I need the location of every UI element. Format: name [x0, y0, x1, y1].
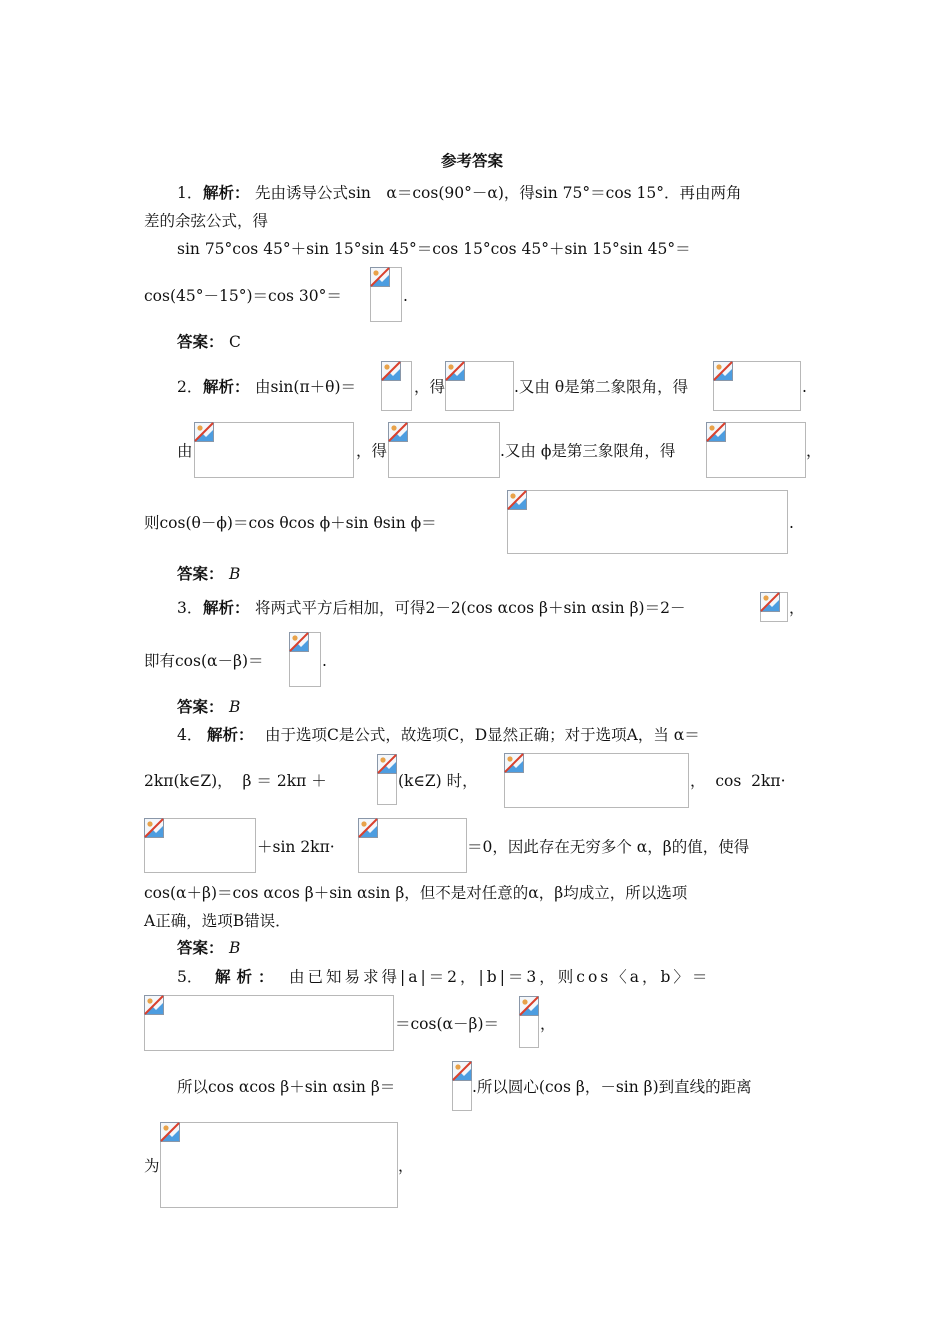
formula-image	[504, 753, 689, 808]
broken-image-icon	[507, 490, 527, 510]
q3-answer-label: 答案：	[177, 697, 224, 716]
q4-l2-c: ， cos 2kπ·	[690, 772, 786, 790]
q1-answer: C	[229, 333, 241, 351]
broken-image-icon	[377, 754, 397, 774]
formula-image	[706, 422, 806, 478]
formula-image	[713, 361, 801, 411]
q2-l1-c: .又由 θ是第二象限角，得	[514, 378, 689, 396]
q3-analysis-label: 解析：	[203, 598, 250, 617]
formula-image	[519, 996, 539, 1048]
q5-number: 5．	[177, 968, 203, 986]
broken-image-icon	[370, 267, 390, 287]
q5-l3: 所以cos αcos β＋sin αsin β＝	[177, 1078, 396, 1096]
broken-image-icon	[358, 818, 378, 838]
q5-l2-end: ，	[540, 1015, 556, 1033]
formula-image	[358, 818, 467, 873]
q3-number: 3．	[177, 599, 203, 617]
formula-image	[507, 490, 788, 554]
q5-l1: 由已知易求得|a|＝2，|b|＝3，则cos〈a，b〉＝	[289, 968, 711, 986]
q4-l2-a: 2kπ(k∈Z)， β ＝ 2kπ ＋	[144, 772, 327, 790]
formula-image	[144, 995, 394, 1051]
broken-image-icon	[445, 361, 465, 381]
broken-image-icon	[388, 422, 408, 442]
q2-l1-d: .	[802, 378, 807, 396]
q3-l2: 即有cos(α－β)＝	[144, 652, 264, 670]
q2-answer: B	[229, 565, 241, 583]
q2-l3-b: .	[789, 514, 794, 532]
q3-l1: 将两式平方后相加，可得2－2(cos αcos β＋sin αsin β)＝2－	[255, 599, 686, 617]
q2-l1-b: ，得	[414, 378, 446, 396]
q2-number: 2．	[177, 378, 203, 396]
q2-analysis-label: 解析：	[203, 377, 250, 396]
q1-analysis-label: 解析：	[203, 183, 250, 202]
q1-line4: cos(45°－15°)＝cos 30°＝	[144, 287, 342, 305]
formula-image	[452, 1061, 472, 1111]
q4-l5: A正确，选项B错误．	[144, 912, 291, 930]
q5-l4: 为	[144, 1157, 160, 1175]
q2-l3-a: 则cos(θ－ϕ)＝cos θcos ϕ＋sin θsin ϕ＝	[144, 514, 437, 532]
formula-image	[381, 361, 412, 411]
q1-line1: 先由诱导公式sin α＝cos(90°－α)，得sin 75°＝cos 15°．再由两角	[255, 184, 742, 202]
broken-image-icon	[706, 422, 726, 442]
formula-image	[388, 422, 500, 478]
q1-number: 1．	[177, 184, 203, 202]
formula-image	[445, 361, 514, 411]
q4-l2-b: (k∈Z) 时，	[398, 772, 478, 790]
broken-image-icon	[760, 592, 780, 612]
broken-image-icon	[144, 818, 164, 838]
q2-l2-c: .又由 ϕ是第三象限角，得	[500, 442, 676, 460]
q4-l3-b: ＝0，因此存在无穷多个 α，β的值，使得	[467, 838, 750, 856]
formula-image	[377, 754, 397, 805]
q4-l1: 由于选项C是公式，故选项C，D显然正确；对于选项A，当 α＝	[265, 726, 700, 744]
q1-line3: sin 75°cos 45°＋sin 15°sin 45°＝cos 15°cos 45°＋sin 15°sin 45°＝	[177, 240, 691, 258]
q1-answer-label: 答案：	[177, 332, 224, 351]
q4-number: 4．	[177, 726, 203, 744]
q2-l2-a: 由	[177, 442, 193, 460]
q1-line2: 差的余弦公式，得	[144, 212, 269, 230]
q4-answer: B	[229, 939, 241, 957]
q4-l3-a: ＋sin 2kπ·	[257, 838, 335, 856]
formula-image	[370, 267, 402, 322]
formula-image	[194, 422, 354, 478]
formula-image	[289, 632, 321, 687]
broken-image-icon	[452, 1061, 472, 1081]
page-title: 参考答案	[441, 151, 504, 170]
broken-image-icon	[519, 996, 539, 1016]
formula-image	[760, 592, 788, 622]
broken-image-icon	[713, 361, 733, 381]
broken-image-icon	[504, 753, 524, 773]
q5-l2: ＝cos(α－β)＝	[395, 1015, 499, 1033]
q5-l4-end: ，	[398, 1157, 414, 1175]
formula-image	[144, 818, 256, 873]
q5-l3-b: .所以圆心(cos β，－sin β)到直线的距离	[472, 1078, 752, 1096]
broken-image-icon	[289, 632, 309, 652]
broken-image-icon	[144, 995, 164, 1015]
broken-image-icon	[194, 422, 214, 442]
q4-answer-label: 答案：	[177, 938, 224, 957]
broken-image-icon	[381, 361, 401, 381]
formula-image	[160, 1122, 398, 1208]
q2-l2-d: ，	[806, 442, 822, 460]
q2-l1-a: 由sin(π＋θ)＝	[255, 378, 357, 396]
broken-image-icon	[160, 1122, 180, 1142]
q3-answer: B	[229, 698, 241, 716]
q3-l1-end: ，	[789, 599, 805, 617]
q4-l4: cos(α＋β)＝cos αcos β＋sin αsin β，但不是对任意的α，β均成立，所以选项	[144, 884, 688, 902]
q2-l2-b: ，得	[356, 442, 388, 460]
q5-analysis-label: 解析：	[215, 967, 280, 986]
q3-l2-end: .	[322, 652, 327, 670]
q1-line4-end: .	[403, 287, 408, 305]
q2-answer-label: 答案：	[177, 564, 224, 583]
q4-analysis-label: 解析：	[207, 725, 254, 744]
